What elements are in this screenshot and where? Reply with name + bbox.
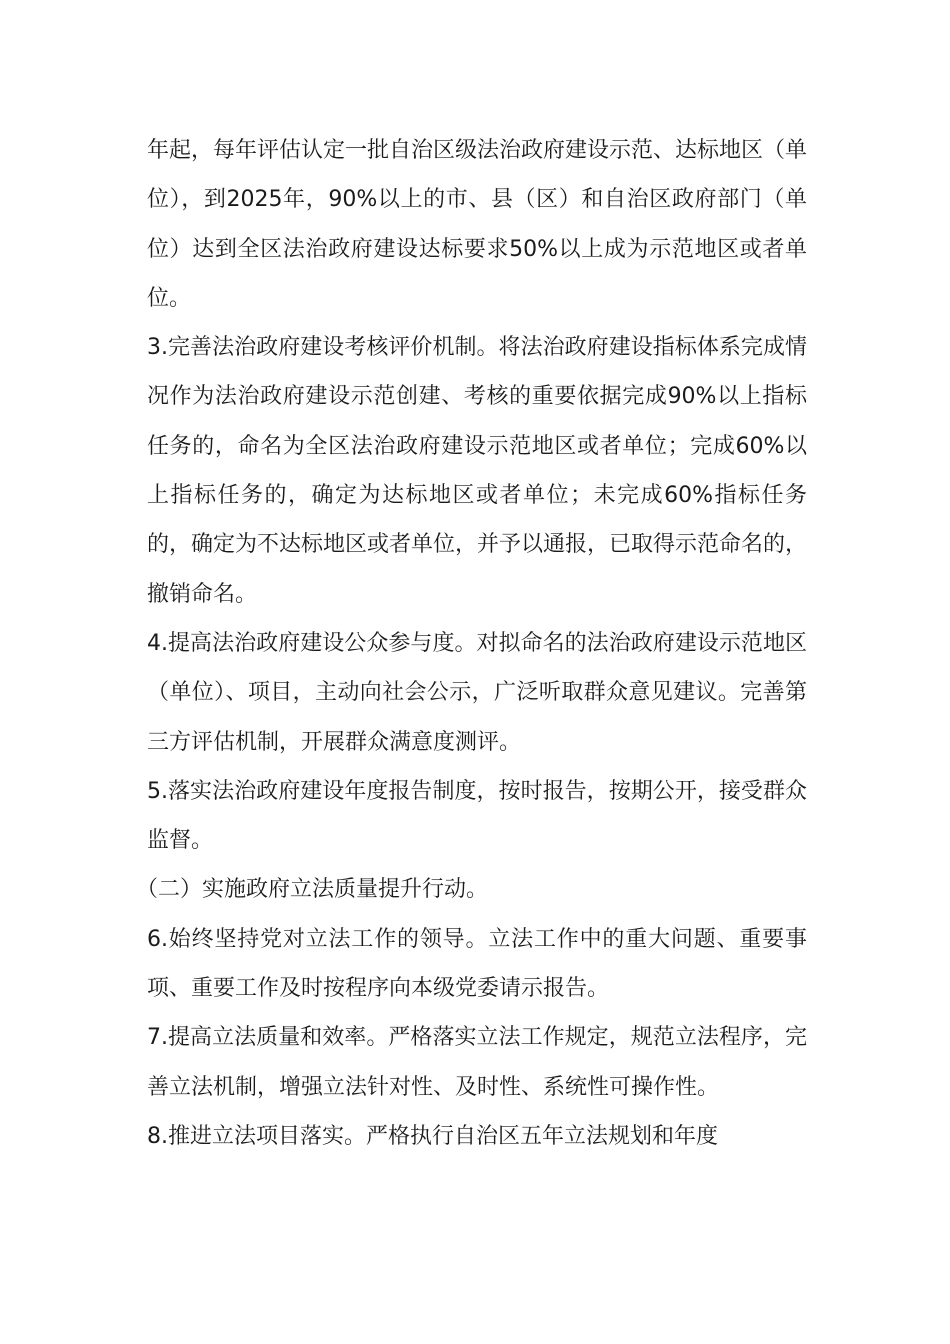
paragraph-item-8: 8.推进立法项目落实。严格执行自治区五年立法规划和年度	[147, 1123, 718, 1149]
document-body	[136, 126, 808, 1161]
paragraph-item-7: 7.提高立法质量和效率。严格落实立法工作规定，规范立法程序，完善立法机制，增强立法针对性、及时性、系统性可操作性。	[147, 1025, 807, 1100]
paragraph-item-6: 6.始终坚持党对立法工作的领导。立法工作中的重大问题、重要事项、重要工作及时按程序向本级党委请示报告。	[147, 926, 807, 1002]
paragraph-item-4: 4.提高法治政府建设公众参与度。对拟命名的法治政府建设示范地区（单位）、项目，主动向社会公示，广泛听取群众意见建议。完善第三方评估机制，开展群众满意度测评。	[147, 630, 807, 755]
paragraph-item-5: 5.落实法治政府建设年度报告制度，按时报告，按期公开，接受群众监督。	[147, 778, 807, 854]
paragraph-item-3: 3.完善法治政府建设考核评价机制。将法治政府建设指标体系完成情况作为法治政府建设示范创建、考核的重要依据完成90%以上指标任务的，命名为全区法治政府建设示范地区或者单位；完成60%以上指标任务的，确定为达标地区或者单位；未完成60%指标任务的，确定为不达标地区或者单位，并予以通报，已取得示范命名的，撤销命名。	[147, 335, 808, 607]
section-heading: （二）实施政府立法质量提升行动。	[136, 877, 489, 903]
paragraph-continuation: 年起，每年评估认定一批自治区级法治政府建设示范、达标地区（单位），到2025年，90%以上的市、县（区）和自治区政府部门（单位）达到全区法治政府建设达标要求50%以上成为示范地区或者单位。	[147, 138, 808, 311]
